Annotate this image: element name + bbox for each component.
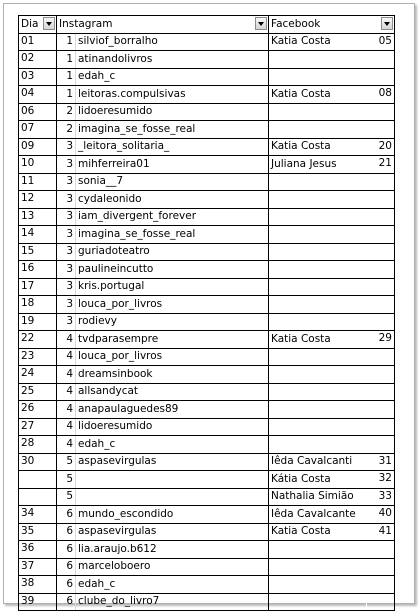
week-cell[interactable]: 4 xyxy=(57,331,76,349)
instagram-cell[interactable]: kris.portugal xyxy=(76,278,269,296)
facebook-cell[interactable] xyxy=(269,383,367,401)
dia-cell[interactable]: 02 xyxy=(19,51,57,69)
week-cell[interactable]: 3 xyxy=(57,261,76,279)
instagram-cell[interactable]: aspasevirgulas xyxy=(76,523,269,541)
week-cell[interactable]: 4 xyxy=(57,401,76,419)
dia-cell[interactable]: 01 xyxy=(19,33,57,51)
table-row xyxy=(19,506,395,524)
dia-cell[interactable]: 13 xyxy=(19,208,57,226)
instagram-cell[interactable]: imagina_se_fosse_real xyxy=(76,121,269,139)
instagram-cell[interactable]: anapaulaguedes89 xyxy=(76,401,269,419)
week-cell[interactable]: 4 xyxy=(57,366,76,384)
header-instagram xyxy=(57,16,269,34)
week-cell[interactable]: 3 xyxy=(57,296,76,314)
instagram-cell[interactable]: atinandolivros xyxy=(76,51,269,69)
week-cell[interactable]: 4 xyxy=(57,383,76,401)
facebook-cell[interactable] xyxy=(269,51,367,69)
week-cell[interactable]: 1 xyxy=(57,86,76,104)
facebook-day-cell[interactable]: 41 xyxy=(367,523,395,541)
facebook-cell[interactable] xyxy=(269,208,367,226)
table-row xyxy=(19,488,395,506)
instagram-cell[interactable]: paulineincutto xyxy=(76,261,269,279)
instagram-cell[interactable]: louca_por_livros xyxy=(76,348,269,366)
dia-cell[interactable]: 39 xyxy=(19,593,57,611)
table-row xyxy=(19,103,395,121)
dia-cell[interactable]: 27 xyxy=(19,418,57,436)
instagram-cell[interactable]: _leitora_solitaria_ xyxy=(76,138,269,156)
dia-cell[interactable]: 07 xyxy=(19,121,57,139)
facebook-day-cell[interactable] xyxy=(367,348,395,366)
dia-cell[interactable]: 38 xyxy=(19,576,57,594)
facebook-cell[interactable] xyxy=(269,313,367,331)
header-dia xyxy=(19,16,57,34)
facebook-day-cell[interactable] xyxy=(367,296,395,314)
dia-cell[interactable]: 25 xyxy=(19,383,57,401)
header-row xyxy=(19,16,395,34)
instagram-cell[interactable]: lidoeresumido xyxy=(76,103,269,121)
facebook-cell[interactable] xyxy=(269,541,367,559)
dia-cell[interactable] xyxy=(19,471,57,489)
facebook-cell[interactable] xyxy=(269,243,367,261)
table-row xyxy=(19,523,395,541)
table-row xyxy=(19,33,395,51)
facebook-day-cell[interactable] xyxy=(367,121,395,139)
instagram-cell[interactable]: silviof_borralho xyxy=(76,33,269,51)
week-cell[interactable]: 3 xyxy=(57,278,76,296)
week-cell[interactable]: 3 xyxy=(57,226,76,244)
dia-cell[interactable]: 24 xyxy=(19,366,57,384)
instagram-cell[interactable]: edah_c xyxy=(76,68,269,86)
week-cell[interactable]: 3 xyxy=(57,173,76,191)
table-row xyxy=(19,418,395,436)
week-cell[interactable]: 6 xyxy=(57,558,76,576)
instagram-cell[interactable]: mihferreira01 xyxy=(76,156,269,174)
table-row xyxy=(19,51,395,69)
week-cell[interactable]: 6 xyxy=(57,506,76,524)
dia-cell[interactable]: 09 xyxy=(19,138,57,156)
facebook-cell[interactable] xyxy=(269,576,367,594)
week-cell[interactable]: 3 xyxy=(57,208,76,226)
dia-cell[interactable]: 14 xyxy=(19,226,57,244)
table-row xyxy=(19,558,395,576)
dia-cell[interactable]: 22 xyxy=(19,331,57,349)
dia-cell[interactable]: 06 xyxy=(19,103,57,121)
facebook-day-cell[interactable] xyxy=(367,51,395,69)
instagram-cell[interactable]: allsandycat xyxy=(76,383,269,401)
dia-cell[interactable]: 36 xyxy=(19,541,57,559)
facebook-day-cell[interactable] xyxy=(367,436,395,454)
table-row xyxy=(19,348,395,366)
week-cell[interactable]: 4 xyxy=(57,418,76,436)
table-row xyxy=(19,331,395,349)
facebook-day-cell[interactable] xyxy=(367,541,395,559)
facebook-day-cell[interactable] xyxy=(367,278,395,296)
table-row xyxy=(19,156,395,174)
facebook-cell[interactable]: Katia Costa xyxy=(269,331,367,349)
table-row xyxy=(19,401,395,419)
dia-cell[interactable]: 15 xyxy=(19,243,57,261)
facebook-day-cell[interactable]: 05 xyxy=(367,33,395,51)
week-cell[interactable]: 1 xyxy=(57,33,76,51)
table-row xyxy=(19,208,395,226)
table-row xyxy=(19,121,395,139)
facebook-cell[interactable] xyxy=(269,418,367,436)
facebook-cell[interactable] xyxy=(269,191,367,209)
week-cell[interactable]: 5 xyxy=(57,488,76,506)
facebook-day-cell[interactable] xyxy=(367,576,395,594)
header-facebook xyxy=(269,16,395,34)
table-row xyxy=(19,173,395,191)
instagram-cell[interactable]: lia.araujo.b612 xyxy=(76,541,269,559)
week-cell[interactable]: 3 xyxy=(57,191,76,209)
facebook-cell[interactable] xyxy=(269,278,367,296)
facebook-day-cell[interactable] xyxy=(367,243,395,261)
facebook-cell[interactable]: Katia Costa xyxy=(269,86,367,104)
table-row xyxy=(19,191,395,209)
table-row xyxy=(19,261,395,279)
header-facebook-label: Facebook xyxy=(271,17,321,30)
dia-cell[interactable]: 34 xyxy=(19,506,57,524)
facebook-cell[interactable]: Katia Costa xyxy=(269,33,367,51)
facebook-day-cell[interactable]: 29 xyxy=(367,331,395,349)
instagram-cell[interactable]: guriadoteatro xyxy=(76,243,269,261)
week-cell[interactable]: 1 xyxy=(57,51,76,69)
facebook-day-cell[interactable] xyxy=(367,208,395,226)
week-cell[interactable]: 6 xyxy=(57,593,76,611)
instagram-cell[interactable]: rodievy xyxy=(76,313,269,331)
facebook-cell[interactable] xyxy=(269,121,367,139)
facebook-day-cell[interactable] xyxy=(367,383,395,401)
dia-cell[interactable]: 17 xyxy=(19,278,57,296)
facebook-day-cell[interactable]: 32 xyxy=(367,471,395,489)
facebook-cell[interactable] xyxy=(269,366,367,384)
facebook-cell[interactable] xyxy=(269,226,367,244)
week-cell[interactable]: 3 xyxy=(57,243,76,261)
facebook-cell[interactable] xyxy=(269,593,367,611)
table-row xyxy=(19,471,395,489)
table-row xyxy=(19,86,395,104)
table-row xyxy=(19,366,395,384)
facebook-cell[interactable] xyxy=(269,296,367,314)
dia-cell[interactable]: 19 xyxy=(19,313,57,331)
facebook-day-cell[interactable] xyxy=(367,593,395,611)
week-cell[interactable]: 4 xyxy=(57,348,76,366)
week-cell[interactable]: 5 xyxy=(57,453,76,471)
instagram-cell[interactable]: cydaleonido xyxy=(76,191,269,209)
instagram-cell[interactable]: marceloboero xyxy=(76,558,269,576)
facebook-day-cell[interactable] xyxy=(367,366,395,384)
week-cell[interactable]: 4 xyxy=(57,436,76,454)
table-row xyxy=(19,576,395,594)
facebook-cell[interactable] xyxy=(269,348,367,366)
table-row xyxy=(19,226,395,244)
facebook-day-cell[interactable]: 08 xyxy=(367,86,395,104)
dia-cell[interactable]: 11 xyxy=(19,173,57,191)
facebook-day-cell[interactable] xyxy=(367,226,395,244)
facebook-cell[interactable] xyxy=(269,173,367,191)
table-row xyxy=(19,296,395,314)
week-cell[interactable]: 2 xyxy=(57,103,76,121)
table-row xyxy=(19,313,395,331)
week-cell[interactable]: 3 xyxy=(57,138,76,156)
facebook-day-cell[interactable]: 20 xyxy=(367,138,395,156)
filter-dropdown-dia-icon[interactable] xyxy=(43,17,55,30)
facebook-day-cell[interactable]: 31 xyxy=(367,453,395,471)
instagram-cell[interactable]: iam_divergent_forever xyxy=(76,208,269,226)
instagram-cell[interactable]: louca_por_livros xyxy=(76,296,269,314)
dia-cell[interactable]: 35 xyxy=(19,523,57,541)
dia-cell[interactable]: 28 xyxy=(19,436,57,454)
dia-cell[interactable]: 30 xyxy=(19,453,57,471)
table-row xyxy=(19,453,395,471)
instagram-cell[interactable]: aspasevirgulas xyxy=(76,453,269,471)
week-cell[interactable]: 2 xyxy=(57,121,76,139)
week-cell[interactable]: 6 xyxy=(57,523,76,541)
instagram-cell[interactable]: dreamsinbook xyxy=(76,366,269,384)
facebook-day-cell[interactable] xyxy=(367,68,395,86)
week-cell[interactable]: 3 xyxy=(57,156,76,174)
table-row xyxy=(19,593,395,611)
facebook-cell[interactable] xyxy=(269,401,367,419)
facebook-cell[interactable]: Iêda Cavalcante xyxy=(269,506,367,524)
facebook-day-cell[interactable]: 33 xyxy=(367,488,395,506)
week-cell[interactable]: 1 xyxy=(57,68,76,86)
dia-cell[interactable]: 23 xyxy=(19,348,57,366)
facebook-cell[interactable]: Nathalia Simião xyxy=(269,488,367,506)
table-row xyxy=(19,383,395,401)
table-row xyxy=(19,541,395,559)
instagram-cell[interactable] xyxy=(76,471,269,489)
table-row xyxy=(19,138,395,156)
table-row xyxy=(19,68,395,86)
instagram-cell[interactable]: imagina_se_fosse_real xyxy=(76,226,269,244)
dia-cell[interactable] xyxy=(19,488,57,506)
facebook-day-cell[interactable] xyxy=(367,558,395,576)
dia-cell[interactable]: 37 xyxy=(19,558,57,576)
dia-cell[interactable]: 16 xyxy=(19,261,57,279)
facebook-day-cell[interactable]: 40 xyxy=(367,506,395,524)
filter-dropdown-facebook-icon[interactable] xyxy=(381,17,393,30)
facebook-day-cell[interactable] xyxy=(367,103,395,121)
week-cell[interactable]: 6 xyxy=(57,576,76,594)
facebook-cell[interactable]: Katia Costa xyxy=(269,138,367,156)
dia-cell[interactable]: 26 xyxy=(19,401,57,419)
dia-cell[interactable]: 03 xyxy=(19,68,57,86)
instagram-cell[interactable]: sonia__7 xyxy=(76,173,269,191)
instagram-cell[interactable]: leitoras.compulsivas xyxy=(76,86,269,104)
facebook-cell[interactable]: Kátia Costa xyxy=(269,471,367,489)
table-row xyxy=(19,243,395,261)
instagram-cell[interactable]: mundo_escondido xyxy=(76,506,269,524)
facebook-cell[interactable]: Katia Costa xyxy=(269,523,367,541)
instagram-cell[interactable]: clube_do_livro7 xyxy=(76,593,269,611)
facebook-cell[interactable]: Juliana Jesus xyxy=(269,156,367,174)
facebook-day-cell[interactable] xyxy=(367,261,395,279)
dia-cell[interactable]: 10 xyxy=(19,156,57,174)
screenshot-frame xyxy=(3,3,415,608)
facebook-day-cell[interactable] xyxy=(367,313,395,331)
instagram-cell[interactable] xyxy=(76,488,269,506)
facebook-cell[interactable]: Iêda Cavalcanti xyxy=(269,453,367,471)
facebook-day-cell[interactable] xyxy=(367,418,395,436)
instagram-cell[interactable]: edah_c xyxy=(76,576,269,594)
facebook-day-cell[interactable]: 21 xyxy=(367,156,395,174)
table-body xyxy=(19,33,395,611)
dia-cell[interactable]: 18 xyxy=(19,296,57,314)
facebook-cell[interactable] xyxy=(269,103,367,121)
facebook-cell[interactable] xyxy=(269,436,367,454)
header-instagram-label: Instagram xyxy=(59,17,113,30)
week-cell[interactable]: 3 xyxy=(57,313,76,331)
facebook-cell[interactable] xyxy=(269,261,367,279)
filter-dropdown-instagram-icon[interactable] xyxy=(255,17,267,30)
facebook-cell[interactable] xyxy=(269,68,367,86)
header-dia-label: Dia xyxy=(21,17,39,30)
instagram-cell[interactable]: edah_c xyxy=(76,436,269,454)
dia-cell[interactable]: 12 xyxy=(19,191,57,209)
facebook-day-cell[interactable] xyxy=(367,173,395,191)
table-row xyxy=(19,436,395,454)
week-cell[interactable]: 6 xyxy=(57,541,76,559)
week-cell[interactable]: 5 xyxy=(57,471,76,489)
instagram-cell[interactable]: lidoeresumido xyxy=(76,418,269,436)
instagram-cell[interactable]: tvdparasempre xyxy=(76,331,269,349)
facebook-cell[interactable] xyxy=(269,558,367,576)
dia-cell[interactable]: 04 xyxy=(19,86,57,104)
spreadsheet-table xyxy=(18,15,395,611)
table-row xyxy=(19,278,395,296)
facebook-day-cell[interactable] xyxy=(367,191,395,209)
facebook-day-cell[interactable] xyxy=(367,401,395,419)
